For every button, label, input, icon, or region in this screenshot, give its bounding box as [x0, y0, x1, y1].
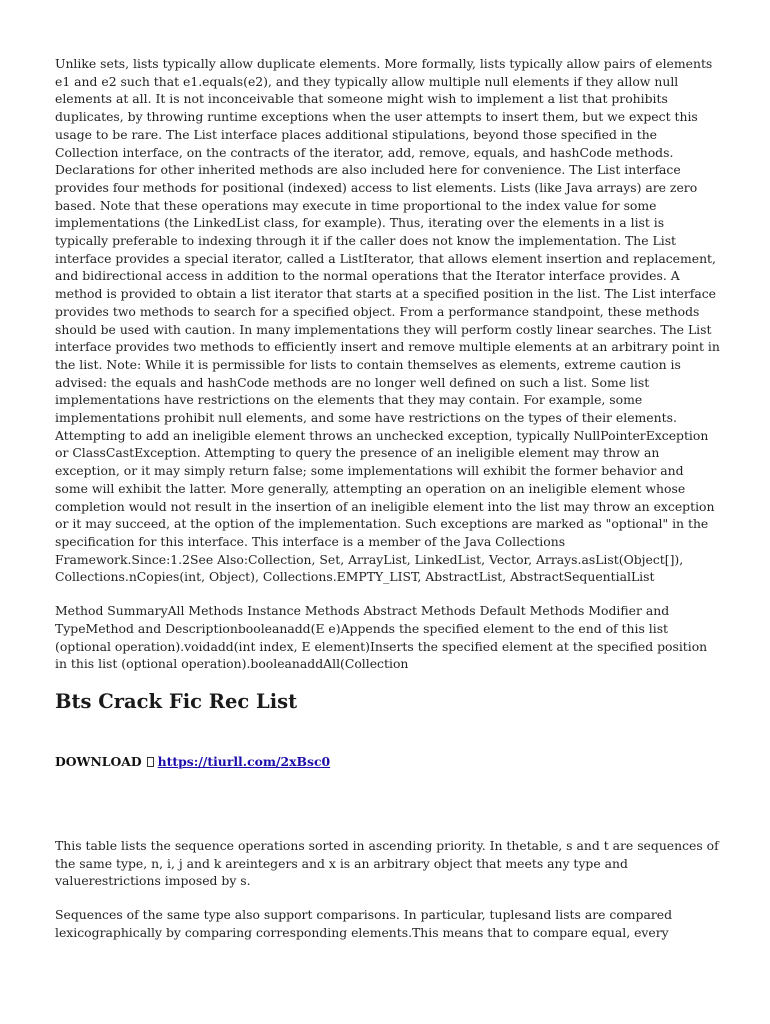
sequence-operations-paragraph: This table lists the sequence operations sorted in ascending priority. In thetable, s and t are sequences of the same type, n, i, j and k areintegers and x is an arbitrary object that meets any type and valuerestrictions imposed by s. [55, 837, 719, 889]
download-label: DOWNLOAD [55, 753, 142, 769]
method-summary-paragraph: Method SummaryAll Methods Instance Methods Abstract Methods Default Methods Modifier and TypeMethod and Descriptionbooleanadd(E e)Appends the specified element to the end of this list (optional operation).voidadd(int index, E element)Inserts the specified element at the specified position in this list (optional operation).booleanaddAll(Collection [55, 603, 708, 672]
download-link[interactable]: https://tiurll.com/2xBsc0 [157, 753, 331, 769]
box-glyph-icon [147, 757, 154, 767]
download-line [55, 753, 720, 771]
page-title: Bts Crack Fic Rec List [55, 689, 298, 713]
spacer [55, 771, 720, 837]
intro-paragraph: Unlike sets, lists typically allow duplicate elements. More formally, lists typically allow pairs of elements e1 and e2 such that e1.equals(e2), and they typically allow multiple null elements if they allow null elements at all. It is not inconceivable that someone might wish to implement a list that prohibits duplicates, by throwing runtime exceptions when the user attempts to insert them, but we expect this usage to be rare. The List interface places additional stipulations, beyond those specified in the Collection interface, on the contracts of the iterator, add, remove, equals, and hashCode methods. Declarations for other inherited methods are also included here for convenience. The List interface provides four methods for positional (indexed) access to list elements. Lists (like Java arrays) are zero based. Note that these operations may execute in time proportional to the index value for some implementations (the LinkedList class, for example). Thus, iterating over the elements in a list is typically preferable to indexing through it if the caller does not know the implementation. The List interface provides a special iterator, called a ListIterator, that allows element insertion and replacement, and bidirectional access in addition to the normal operations that the Iterator interface provides. A method is provided to obtain a list iterator that starts at a specified position in the list. The List interface provides two methods to search for a specified object. From a performance standpoint, these methods should be used with caution. In many implementations they will perform costly linear searches. The List interface provides two methods to efficiently insert and remove multiple elements at an arbitrary point in the list. Note: While it is permissible for lists to contain themselves as elements, extreme caution is advised: the equals and hashCode methods are no longer well defined on such a list. Some list implementations have restrictions on the elements that they may contain. For example, some implementations prohibit null elements, and some have restrictions on the types of their elements. Attempting to add an ineligible element throws an unchecked exception, typically NullPointerException or ClassCastException. Attempting to query the presence of an ineligible element may throw an exception, or it may simply return false; some implementations will exhibit the former behavior and some will exhibit the latter. More generally, attempting an operation on an ineligible element whose completion would not result in the insertion of an ineligible element into the list may throw an exception or it may succeed, at the option of the implementation. Such exceptions are marked as "optional" in the specification for this interface. This interface is a member of the Java Collections Framework.Since:1.2See Also:Collection, Set, ArrayList, LinkedList, Vector, Arrays.asList(Object[]), Collections.nCopies(int, Object), Collections.EMPTY_LIST, AbstractList, AbstractSequentialList [55, 56, 720, 585]
document-body [55, 55, 720, 957]
sequence-comparison-paragraph: Sequences of the same type also support comparisons. In particular, tuplesand lists are compared lexicographically by comparing corresponding elements.This means that to compare equal, every [55, 907, 673, 940]
